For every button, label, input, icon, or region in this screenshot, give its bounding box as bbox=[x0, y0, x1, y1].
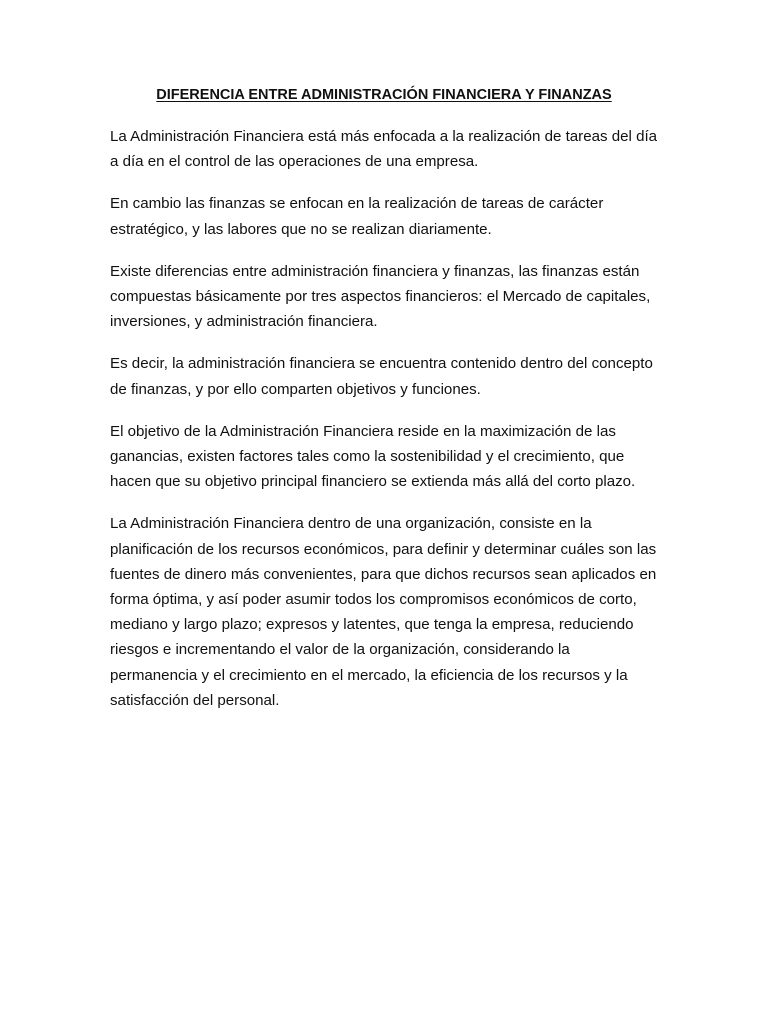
paragraph-2: En cambio las finanzas se enfocan en la realización de tareas de carácter estratégico, y las labores que no se realizan diariamente. bbox=[110, 195, 604, 238]
paragraph-3: Existe diferencias entre administración financiera y finanzas, las finanzas están compuestas básicamente por tres aspectos financieros: el Mercado de capitales, inversiones, y administración financiera. bbox=[110, 262, 651, 331]
paragraph-1: La Administración Financiera está más enfocada a la realización de tareas del día a día en el control de las operaciones de una empresa. bbox=[110, 128, 658, 171]
paragraph-5: El objetivo de la Administración Financiera reside en la maximización de las ganancias, existen factores tales como la sostenibilidad y el crecimiento, que hacen que su objetivo principal financiero se extienda más allá del corto plazo. bbox=[110, 422, 636, 491]
paragraph-6: La Administración Financiera dentro de una organización, consiste en la planificación de los recursos económicos, para definir y determinar cuáles son las fuentes de dinero más convenientes, para que dichos recursos sean aplicados en forma óptima, y así poder asumir todos los compromisos económicos de corto, mediano y largo plazo; expresos y latentes, que tenga la empresa, reduciendo riesgos e incrementando el valor de la organización, considerando la permanencia y el crecimiento en el mercado, la eficiencia de los recursos y la satisfacción del personal. bbox=[110, 515, 657, 709]
document-body bbox=[110, 124, 660, 730]
paragraph-4: Es decir, la administración financiera se encuentra contenido dentro del concepto de finanzas, y por ello comparten objetivos y funciones. bbox=[110, 355, 653, 398]
document-title: DIFERENCIA ENTRE ADMINISTRACIÓN FINANCIERA Y FINANZAS bbox=[156, 87, 612, 103]
